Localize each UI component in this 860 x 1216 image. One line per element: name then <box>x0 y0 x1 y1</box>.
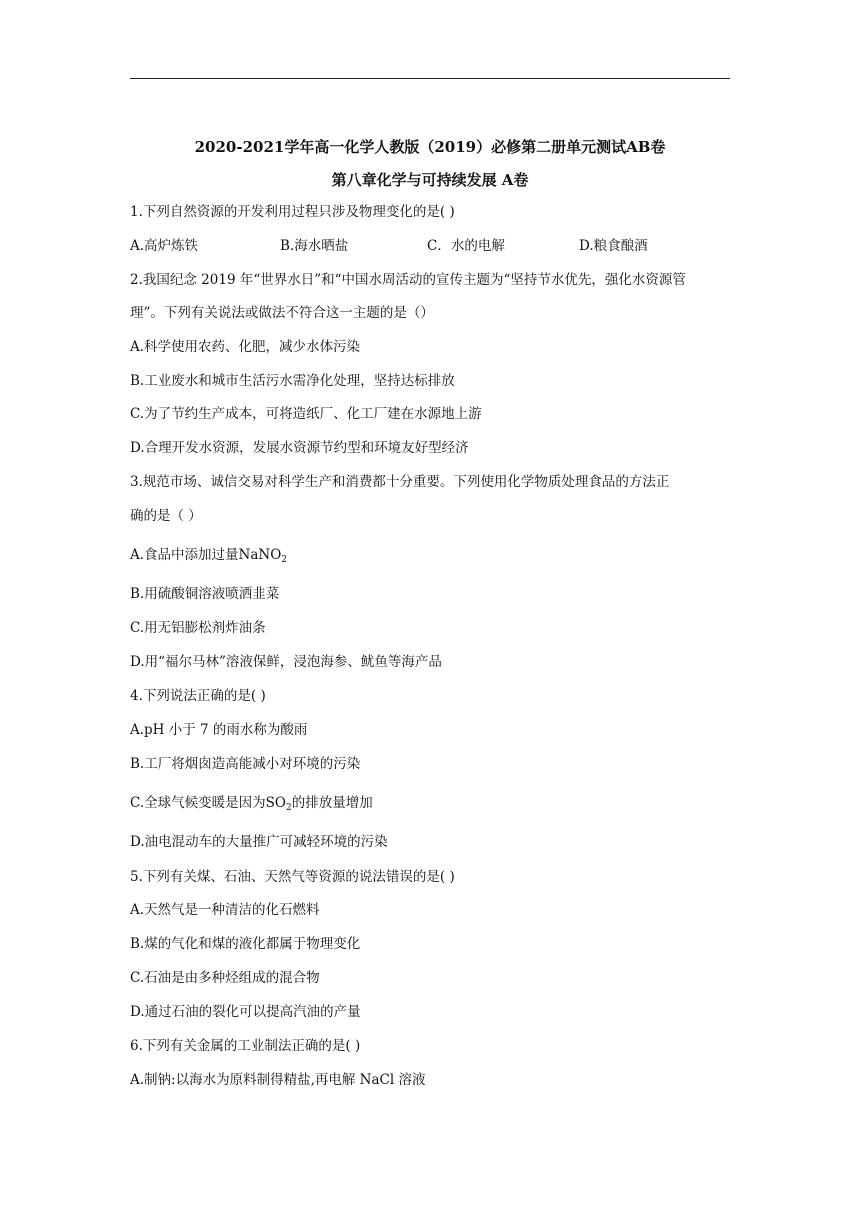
question-5-option-a: A.天然气是一种清洁的化石燃料 <box>130 902 320 918</box>
question-5-option-d: D.通过石油的裂化可以提高汽油的产量 <box>130 1004 361 1020</box>
question-3-stem-line-1: 3.规范市场、诚信交易对科学生产和消费都十分重要。下列使用化学物质处理食品的方法正 <box>130 474 670 490</box>
question-1-option-b: B.海水晒盐 <box>280 238 349 254</box>
question-4-option-c <box>130 794 373 812</box>
question-1-option-c: C．水的电解 <box>427 238 505 254</box>
question-1-option-a: A.高炉炼铁 <box>130 238 199 254</box>
question-1-option-d: D.粮食酿酒 <box>579 238 648 254</box>
question-2-option-c: C.为了节约生产成本，可将造纸厂、化工厂建在水源地上游 <box>130 406 482 422</box>
chapter-subtitle: 第八章化学与可持续发展 A卷 <box>331 171 529 189</box>
question-3-option-d: D.用“福尔马林”溶液保鲜，浸泡海参、鱿鱼等海产品 <box>130 654 442 670</box>
question-2-option-a: A.科学使用农药、化肥，减少水体污染 <box>130 339 361 355</box>
question-1-stem: 1.下列自然资源的开发利用过程只涉及物理变化的是( ) <box>130 204 455 220</box>
question-3-option-a <box>130 546 287 564</box>
question-4-stem: 4.下列说法正确的是( ) <box>130 688 266 704</box>
question-5-option-c: C.石油是由多种烃组成的混合物 <box>130 970 320 986</box>
question-6-stem: 6.下列有关金属的工业制法正确的是( ) <box>130 1038 361 1054</box>
question-3-stem-line-2: 确的是（ ） <box>130 508 202 524</box>
question-2-option-b: B.工业废水和城市生活污水需净化处理，坚持达标排放 <box>130 373 455 389</box>
question-5-stem: 5.下列有关煤、石油、天然气等资源的说法错误的是( ) <box>130 869 455 885</box>
question-4-option-a: A.pH 小于 7 的雨水称为酸雨 <box>130 722 308 738</box>
question-2-stem-line-1: 2.我国纪念 2019 年“世界水日”和“中国水周活动的宣传主题为“坚持节水优先，强化水资源管 <box>130 272 686 288</box>
question-4-option-c-text-end: 的排放量增加 <box>291 795 373 811</box>
question-2-option-d: D.合理开发水资源，发展水资源节约型和环境友好型经济 <box>130 440 469 456</box>
question-3-option-b: B.用硫酸铜溶液喷洒韭菜 <box>130 586 280 602</box>
question-1-options <box>130 237 730 255</box>
question-4-option-c-text: C.全球气候变暖是因为SO <box>130 795 286 811</box>
question-5-option-b: B.煤的气化和煤的液化都属于物理变化 <box>130 936 361 952</box>
question-4-option-d: D.油电混动车的大量推广可减轻环境的污染 <box>130 834 388 850</box>
question-4-option-b: B.工厂将烟囱造高能减小对环境的污染 <box>130 756 361 772</box>
document-title: 2020-2021学年高一化学人教版（2019）必修第二册单元测试AB卷 <box>194 138 666 156</box>
header-rule <box>130 78 730 79</box>
question-3-option-a-subscript: 2 <box>281 555 288 565</box>
question-2-stem-line-2: 理”。下列有关说法或做法不符合这一主题的是（） <box>130 305 434 321</box>
question-3-option-a-text: A.食品中添加过量NaNO <box>130 547 282 563</box>
question-4-option-c-subscript: 2 <box>285 803 292 813</box>
question-6-option-a: A.制钠:以海水为原料制得精盐,再电解 NaCl 溶液 <box>130 1072 426 1088</box>
question-3-option-c: C.用无铝膨松剂炸油条 <box>130 620 266 636</box>
